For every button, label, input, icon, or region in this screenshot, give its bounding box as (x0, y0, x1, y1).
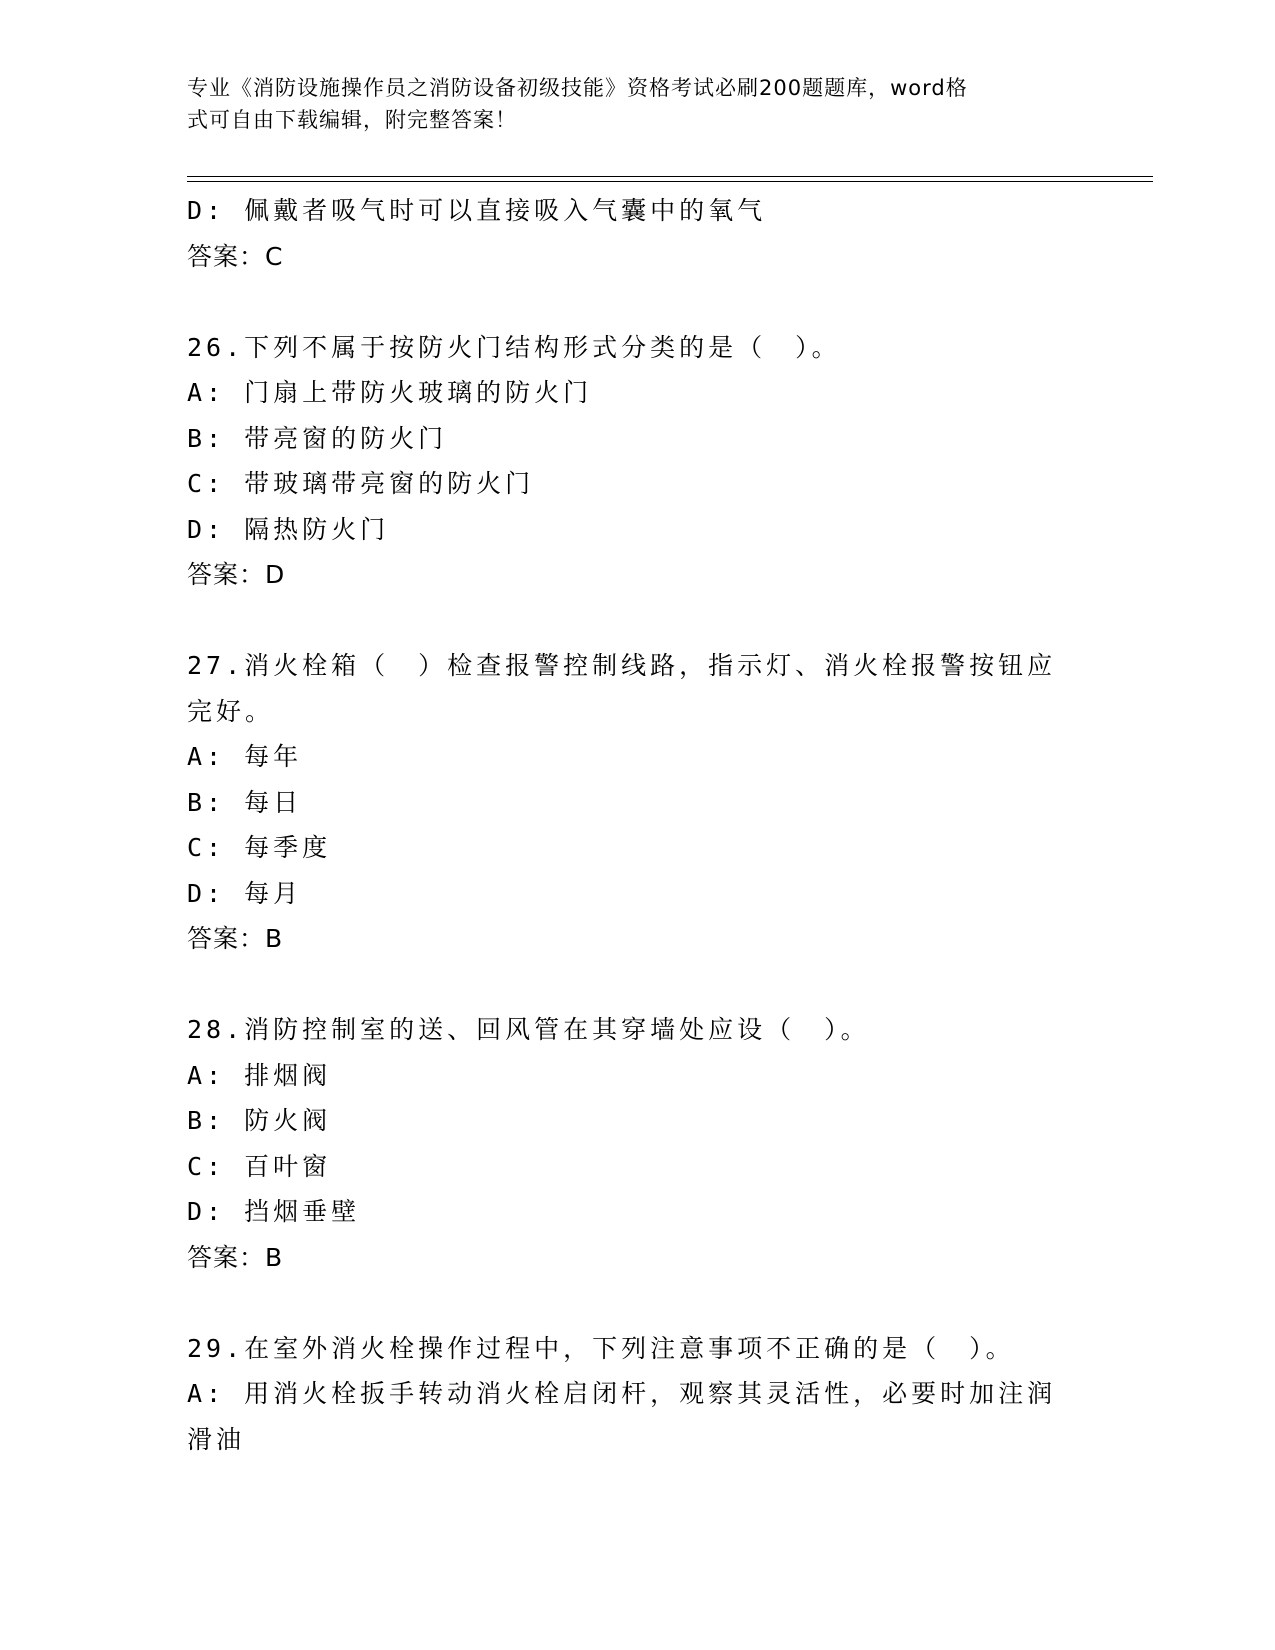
question-content (187, 188, 1077, 1462)
option-a: A: 每年 (187, 742, 303, 771)
header-rule-top (187, 176, 1153, 177)
option-d: D: 隔热防火门 (187, 514, 390, 544)
option-d: D: 佩戴者吸气时可以直接吸入气囊中的氧气 (187, 196, 767, 225)
question-stem: 29.在室外消火栓操作过程中，下列注意事项不正确的是（ ）。 (187, 1333, 1015, 1363)
answer: 答案：D (187, 560, 286, 589)
page-header (187, 72, 1067, 136)
question-27 (187, 643, 1077, 962)
question-26 (187, 325, 1077, 598)
question-29 (187, 1326, 1077, 1463)
option-d: D: 每月 (187, 878, 303, 908)
question-stem: 26.下列不属于按防火门结构形式分类的是（ ）。 (187, 332, 841, 362)
header-line-2: 式可自由下载编辑，附完整答案！ (187, 108, 517, 132)
spacer (187, 279, 1077, 325)
option-b: B: 防火阀 (187, 1106, 332, 1135)
option-d: D: 挡烟垂壁 (187, 1197, 361, 1226)
option-c: C: 带玻璃带亮窗的防火门 (187, 469, 535, 498)
option-c: C: 百叶窗 (187, 1151, 332, 1181)
question-stem: 28.消防控制室的送、回风管在其穿墙处应设（ ）。 (187, 1015, 870, 1044)
option-c: C: 每季度 (187, 833, 332, 862)
option-a: A: 排烟阀 (187, 1060, 332, 1090)
option-b: B: 带亮窗的防火门 (187, 423, 448, 453)
answer: 答案：B (187, 1242, 284, 1272)
question-28 (187, 1007, 1077, 1280)
question-25-continued (187, 188, 1077, 279)
option-b: B: 每日 (187, 787, 303, 817)
spacer (187, 598, 1077, 644)
answer: 答案：B (187, 924, 284, 953)
header-line-1: 专业《消防设施操作员之消防设备初级技能》资格考试必刷200题题库，word格 (187, 76, 968, 100)
spacer (187, 1280, 1077, 1326)
header-rule-bottom (187, 181, 1153, 182)
spacer (187, 962, 1077, 1008)
option-a: A: 用消火栓扳手转动消火栓启闭杆，观察其灵活性，必要时加注润滑油 (187, 1379, 1057, 1454)
answer: 答案：C (187, 241, 284, 271)
option-a: A: 门扇上带防火玻璃的防火门 (187, 378, 593, 407)
question-stem: 27.消火栓箱（ ）检查报警控制线路，指示灯、消火栓报警按钮应完好。 (187, 651, 1057, 726)
